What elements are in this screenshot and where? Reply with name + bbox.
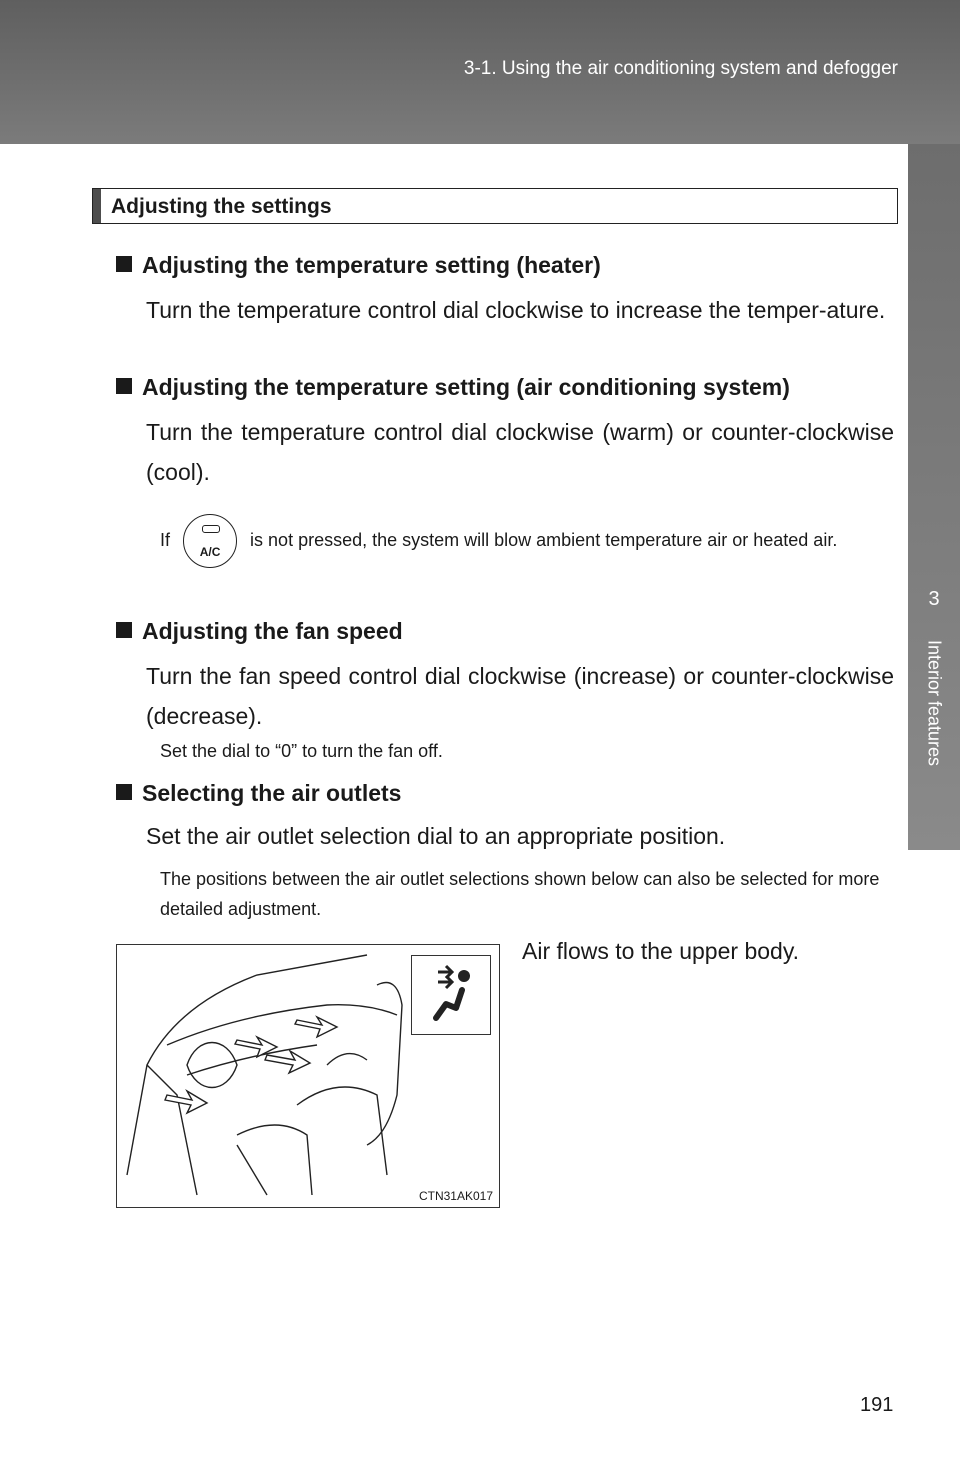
text-outlets: Set the air outlet selection dial to an appropriate position. xyxy=(146,823,726,849)
bullet-square-icon xyxy=(116,256,132,272)
text-ac: Turn the temperature control dial clockwise (warm) or counter-clockwise (cool). xyxy=(146,419,894,485)
upper-body-outlet-icon xyxy=(411,955,491,1035)
heading-outlets xyxy=(116,780,401,807)
chapter-label: Interior features xyxy=(924,640,945,767)
figure-caption: CTN31AK017 xyxy=(418,1189,493,1203)
note-ac-prefix: If xyxy=(160,529,171,550)
ac-button-label: A/C xyxy=(199,545,221,559)
ac-indicator-icon xyxy=(202,525,220,533)
text-fan: Turn the fan speed control dial clockwise (increase) or counter-clockwise (decrease). xyxy=(146,663,894,729)
ac-button-icon xyxy=(183,514,237,568)
face-vent-icon xyxy=(412,956,490,1034)
bullet-square-icon xyxy=(116,622,132,638)
bullet-square-icon xyxy=(116,784,132,800)
heading-ac-label: Adjusting the temperature setting (air conditioning system) xyxy=(142,374,790,400)
cabin-illustration xyxy=(116,944,500,1208)
section-title: Adjusting the settings xyxy=(111,195,332,218)
heading-fan xyxy=(116,618,403,645)
page-number: 191 xyxy=(860,1394,894,1416)
heading-ac xyxy=(116,374,790,401)
heading-heater-label: Adjusting the temperature setting (heater) xyxy=(142,252,601,278)
section-heading-box xyxy=(92,188,898,224)
header-title: 3-1. Using the air conditioning system and defogger xyxy=(463,58,898,79)
header-band xyxy=(0,0,960,144)
note-ac xyxy=(160,514,894,568)
figure-description: Air flows to the upper body. xyxy=(522,938,799,964)
bullet-square-icon xyxy=(116,378,132,394)
chapter-number: 3 xyxy=(928,588,940,610)
note-fan: Set the dial to “0” to turn the fan off. xyxy=(160,741,443,761)
heading-outlets-label: Selecting the air outlets xyxy=(142,780,402,806)
note-outlets: The positions between the air outlet selections shown below can also be selected for more detailed adjustment. xyxy=(160,869,880,919)
heading-fan-label: Adjusting the fan speed xyxy=(142,618,403,644)
text-heater: Turn the temperature control dial clockwise to increase the temper-ature. xyxy=(146,297,886,323)
note-ac-text: is not pressed, the system will blow ambient temperature air or heated air. xyxy=(250,529,838,550)
section-heading-bar xyxy=(93,189,101,223)
heading-heater xyxy=(116,252,601,279)
